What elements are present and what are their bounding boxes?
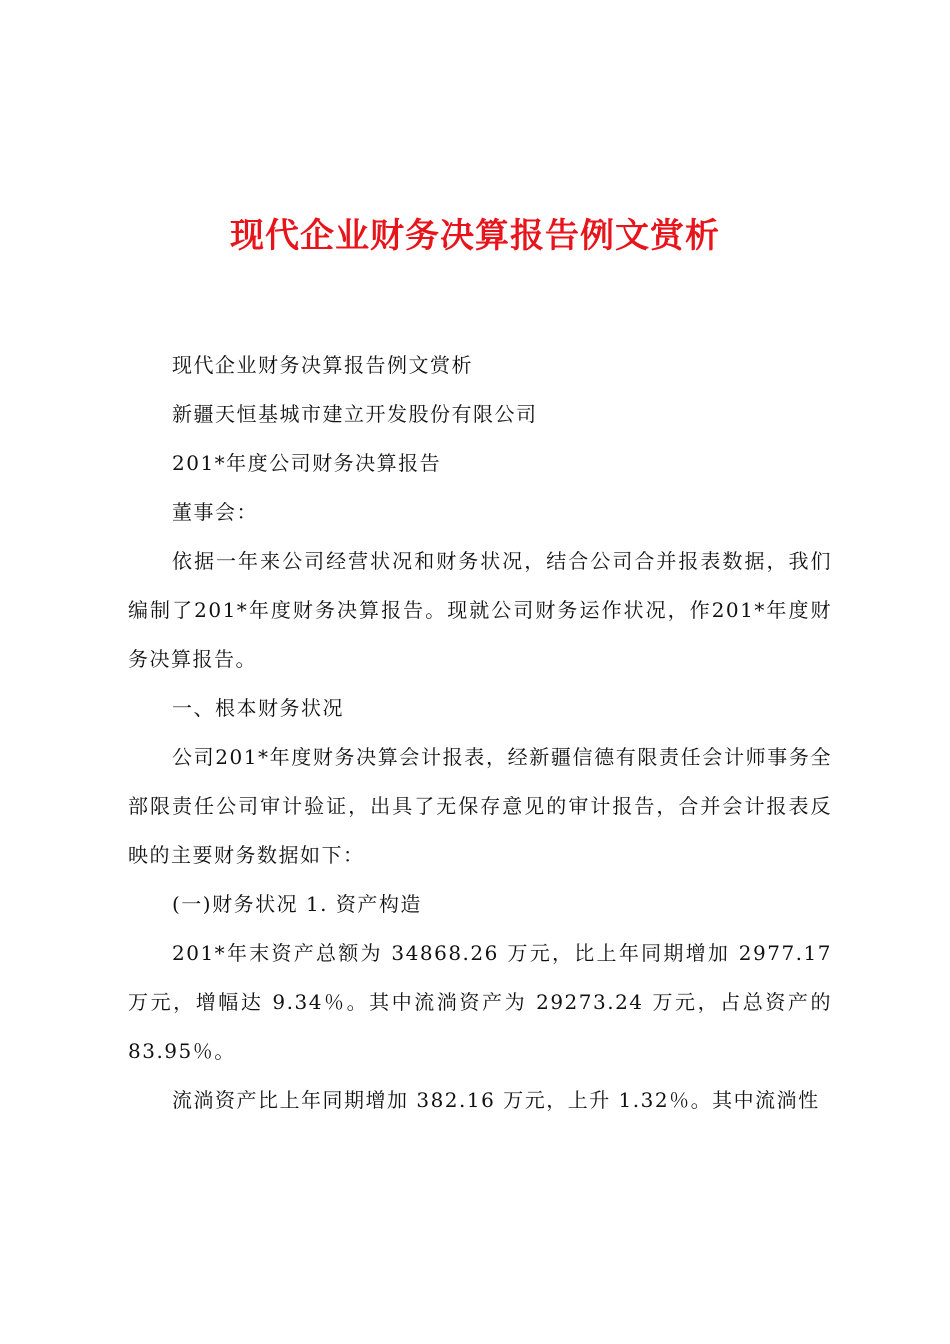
- paragraph-report-name: 201*年度公司财务决算报告: [172, 451, 442, 475]
- document-title: 现代企业财务决算报告例文赏析: [230, 216, 720, 256]
- paragraph-audit: 公司201*年度财务决算会计报表，经新疆信德有限责任会计师事务全部限责任公司审计验证，出具了无保存意见的审计报告，合并会计报表反映的主要财务数据如下：: [128, 745, 832, 867]
- paragraph-current-assets: 流淌资产比上年同期增加 382.16 万元，上升 1.32％。其中流淌性: [172, 1088, 820, 1112]
- paragraph-salutation: 董事会：: [172, 500, 258, 524]
- section-heading-basic-finance: 一、根本财务状况: [172, 696, 344, 720]
- paragraph-intro: 依据一年来公司经营状况和财务状况，结合公司合并报表数据，我们编制了201*年度财务决算报告。现就公司财务运作状况，作201*年度财务决算报告。: [128, 549, 832, 671]
- document-body: [128, 341, 832, 1125]
- subsection-heading-asset-structure: (一)财务状况 1. 资产构造: [172, 892, 422, 916]
- paragraph-subtitle: 现代企业财务决算报告例文赏析: [172, 353, 473, 377]
- paragraph-company-name: 新疆天恒基城市建立开发股份有限公司: [172, 402, 538, 426]
- paragraph-total-assets: 201*年末资产总额为 34868.26 万元，比上年同期增加 2977.17 万元，增幅达 9.34％。其中流淌资产为 29273.24 万元，占总资产的83.95％。: [128, 941, 832, 1063]
